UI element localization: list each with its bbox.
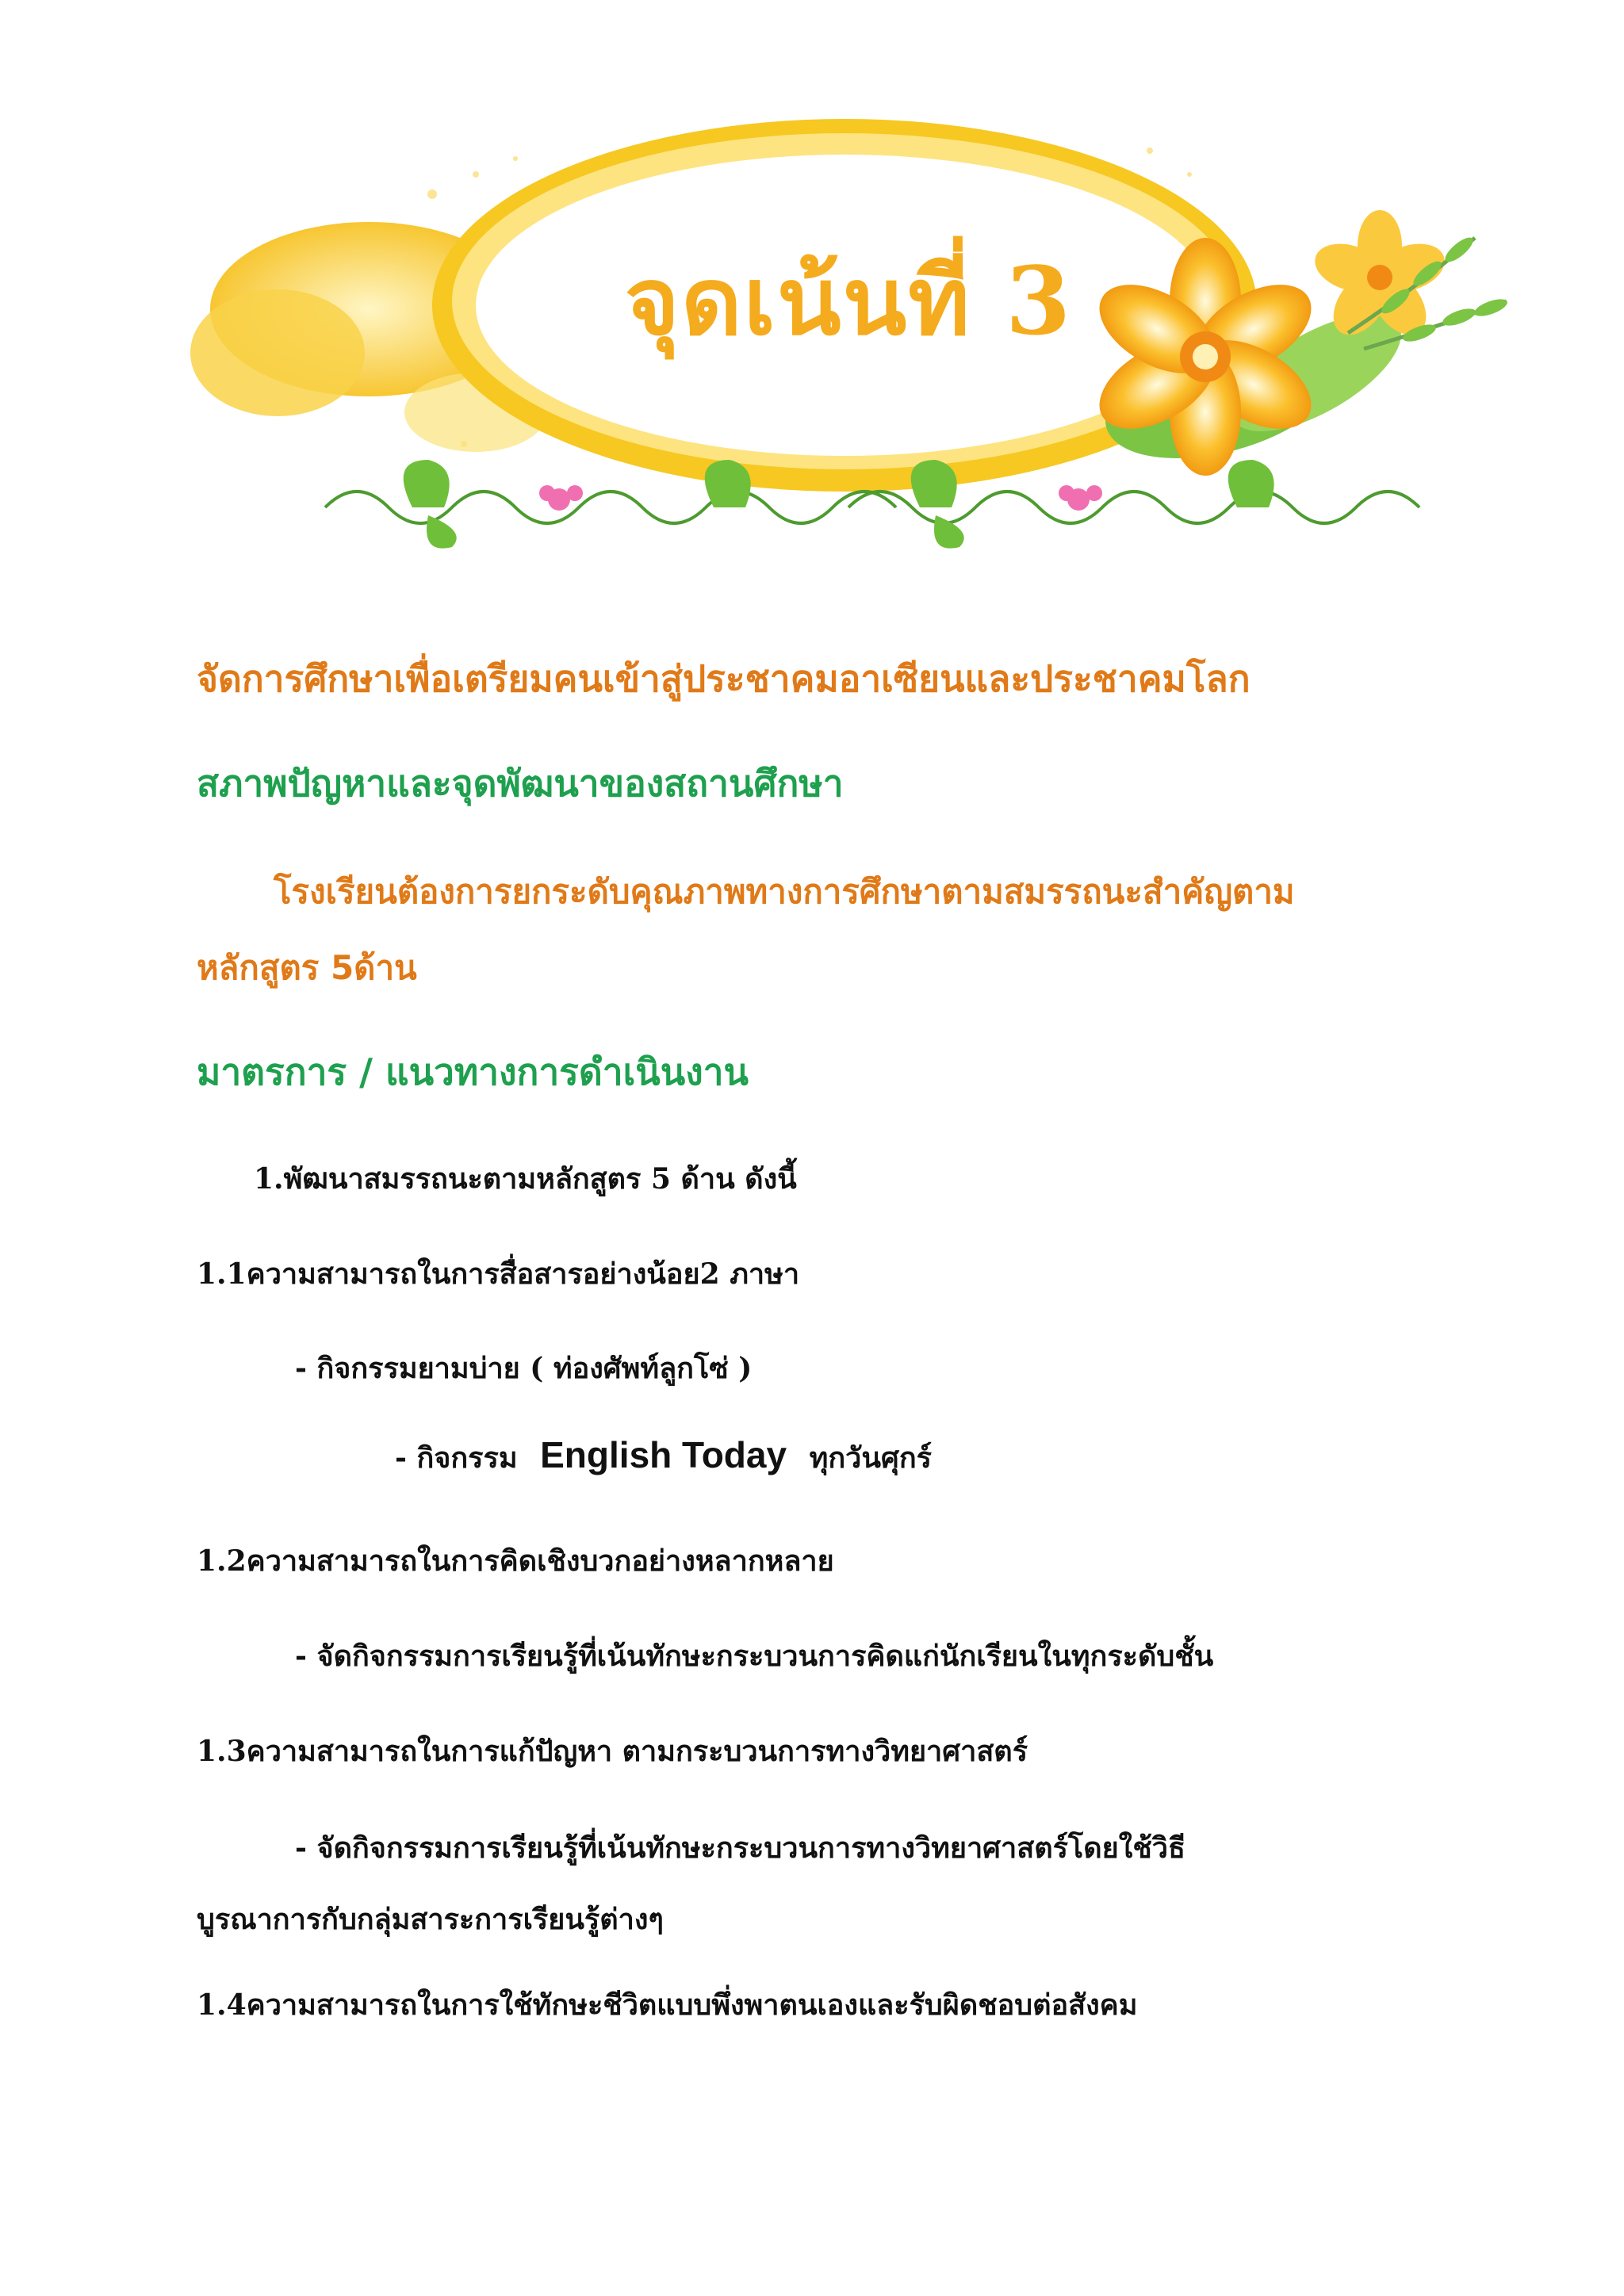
item-1-1: 1.1ความสามารถในการสื่อสารอย่างน้อย2 ภาษา [197,1257,800,1291]
item-1-2-activity: - จัดกิจกรรมการเรียนรู้ที่เน้นทักษะกระบวนการคิดแก่นักเรียนในทุกระดับชั้น [295,1640,1214,1673]
decorative-banner [0,0,1624,587]
intro-line-2: หลักสูตร 5ด้าน [197,948,417,987]
item-1-3-activity-line-2: บูรณาการกับกลุ่มสาระการเรียนรู้ต่างๆ [197,1903,664,1936]
main-heading: จัดการศึกษาเพื่อเตรียมคนเข้าสู่ประชาคมอาเซียนและประชาคมโลก [197,657,1251,700]
item-1-2: 1.2ความสามารถในการคิดเชิงบวกอย่างหลากหลาย [197,1544,834,1578]
banner-title: จุดเน้นที่ 3 [624,246,1073,356]
activity-prefix: - กิจกรรม [395,1441,518,1475]
item-1-3: 1.3ความสามารถในการแก้ปัญหา ตามกระบวนการทางวิทยาศาสตร์ [197,1735,1028,1768]
item-1-1-activity-b [395,1433,932,1480]
measures-heading: มาตรการ / แนวทางการดำเนินงาน [197,1050,749,1093]
item-1-3-activity-line-1: - จัดกิจกรรมการเรียนรู้ที่เน้นทักษะกระบวนการทางวิทยาศาสตร์โดยใช้วิธี [295,1831,1185,1865]
left-blob-small [190,289,365,416]
item-1-4: 1.4ความสามารถในการใช้ทักษะชีวิตแบบพึ่งพาตนเองและรับผิดชอบต่อสังคม [197,1988,1138,2022]
item-1: 1.พัฒนาสมรรถนะตามหลักสูตร 5 ด้าน ดังนี้ [254,1162,797,1196]
activity-suffix: ทุกวันศุกร์ [809,1441,932,1475]
item-1-1-activity-a: - กิจกรรมยามบ่าย ( ท่องศัพท์ลูกโซ่ ) [295,1352,753,1385]
intro-line-1: โรงเรียนต้องการยกระดับคุณภาพทางการศึกษาตามสมรรถนะสำคัญตาม [274,872,1295,911]
english-today-label: English Today [540,1434,787,1475]
problem-heading: สภาพปัญหาและจุดพัฒนาของสถานศึกษา [197,762,844,805]
